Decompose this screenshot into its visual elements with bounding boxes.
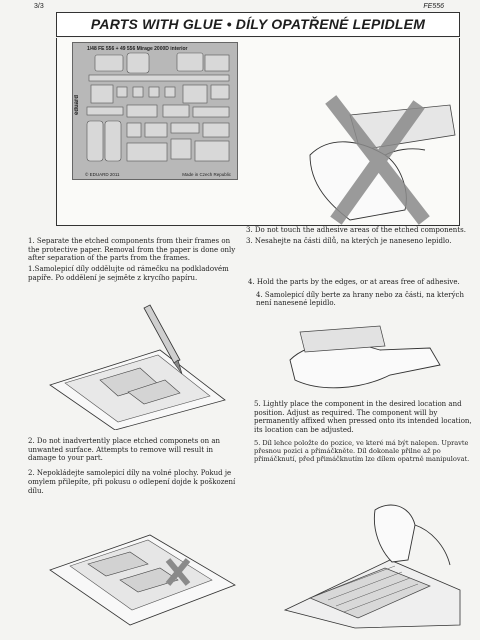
misplaced-part-illustration <box>40 500 240 630</box>
step-3-english: 3. Do not touch the adhesive areas of the etched components. <box>246 226 466 234</box>
place-component-illustration <box>280 490 465 630</box>
step-5-czech: 5. Díl lehce položte do pozice, ve které má být nalepen. Upravte přesnou pozici a přimáčkněte. Díl dokonale přilne až po přimáčknutí, před přimáčknutím lze dílem opatrně manipulovat. <box>254 438 470 464</box>
fret-brand-label: eduard <box>74 95 80 116</box>
page-title: PARTS WITH GLUE • DÍLY OPATŘENÉ LEPIDLEM <box>56 12 460 37</box>
document-code: FE556 <box>423 3 444 10</box>
page-number: 3/3 <box>34 3 44 10</box>
photo-etch-fret <box>72 42 238 180</box>
hold-by-edges-illustration <box>280 320 450 400</box>
step-1-english: 1. Separate the etched components from their frames on the protective paper. Removal from the paper is done only after separation of the parts from the frames. <box>28 237 236 263</box>
step-4-english: 4. Hold the parts by the edges, or at areas free of adhesive. <box>248 278 460 286</box>
step-3-czech: 3. Nesahejte na části dílů, na kterých je naneseno lepidlo. <box>246 236 452 245</box>
step-4-czech: 4. Samolepicí díly berte za hrany nebo za části, na kterých není nanesené lepidlo. <box>256 290 464 308</box>
step-2-english: 2. Do not inadvertently place etched componets on an unwanted surface. Attempts to remove will result in damage to your part. <box>28 437 221 463</box>
step-5-english: 5. Lightly place the component in the desired location and position. Adjust as required. The component will by permanently affixed when pressed onto its intended location, its location can be adjusted. <box>254 400 472 435</box>
fret-parts-drawing <box>73 43 238 180</box>
step-2-czech: 2. Nepokládejte samolepicí díly na volné plochy. Pokud je omylem přilepíte, při pokusu o odlepení dojde k poškození dílu. <box>28 469 236 495</box>
fret-origin: Made in Czech Republic <box>182 172 231 177</box>
step-1-czech: 1.Samolepicí díly oddělujte od rámečku na podkladovém papíře. Po oddělení je sejměte z krycího papíru. <box>28 265 229 282</box>
fret-copyright: © EDUARD 2011 <box>85 172 120 177</box>
cutting-parts-illustration <box>40 300 235 430</box>
fret-header-label: 1/48 FE 556 + 49 556 Mirage 2000D interior <box>87 46 188 52</box>
do-not-touch-illustration <box>290 95 460 225</box>
